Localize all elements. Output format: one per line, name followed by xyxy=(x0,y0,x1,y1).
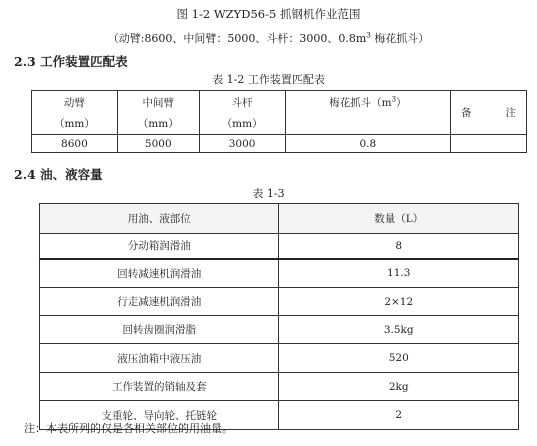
table-row xyxy=(40,373,519,401)
subcaption-sup: 3 xyxy=(366,31,371,40)
table-header-row xyxy=(40,204,519,234)
header-cell xyxy=(32,91,118,135)
header-unit: （mm） xyxy=(137,117,179,130)
table-cell: 分动箱润滑油 xyxy=(40,234,279,259)
table-note: 注：本表所列的仅是各相关部位的用油量。 xyxy=(24,422,233,435)
table-cell: 工作装置的销轴及套 xyxy=(40,373,279,401)
header-close: ） xyxy=(396,97,407,109)
table-cell: 520 xyxy=(279,344,519,373)
figure-subcaption xyxy=(0,30,537,46)
table-cell: 2kg xyxy=(279,373,519,401)
table-1-2 xyxy=(31,90,527,153)
table-cell xyxy=(451,135,527,153)
table-cell: 0.8 xyxy=(285,135,451,153)
table-row xyxy=(40,344,519,373)
table-cell: 行走减速机润滑油 xyxy=(40,288,279,316)
table-cell: 液压油箱中液压油 xyxy=(40,344,279,373)
section-title-2-3: 2.3 工作装置匹配表 xyxy=(14,54,128,69)
table-cell: 回转齿圈润滑脂 xyxy=(40,316,279,344)
table-row xyxy=(40,316,519,344)
table-row xyxy=(40,234,519,259)
table-cell: 2×12 xyxy=(279,288,519,316)
header-cell: 数量（L） xyxy=(279,204,519,234)
table-1-3 xyxy=(39,203,519,430)
header-cell: 用油、液部位 xyxy=(40,204,279,234)
table-header-row xyxy=(32,91,527,135)
table-cell: 3.5kg xyxy=(279,316,519,344)
table-row xyxy=(40,288,519,316)
section-title-2-4: 2.4 油、液容量 xyxy=(14,167,103,182)
table-row xyxy=(32,135,527,153)
table-cell: 11.3 xyxy=(279,259,519,288)
header-remark-left: 备 xyxy=(461,107,472,119)
header-line: 动臂 xyxy=(63,96,85,109)
table-cell: 回转减速机润滑油 xyxy=(40,259,279,288)
header-line: 中间臂 xyxy=(142,96,175,109)
table-row xyxy=(40,259,519,288)
header-unit: （mm） xyxy=(221,117,263,130)
table-cell: 5000 xyxy=(117,135,199,153)
table-cell: 3000 xyxy=(199,135,285,153)
table-cell: 支重轮、导向轮、托链轮 xyxy=(40,401,279,430)
table-cell: 8 xyxy=(279,234,519,259)
subcaption-text: （动臂:8600、中间臂：5000、斗杆：3000、0.8m xyxy=(107,32,367,45)
header-cell-remarks xyxy=(451,91,527,135)
figure-caption: 图 1-2 WZYD56-5 抓钢机作业范围 xyxy=(176,7,361,21)
header-cell xyxy=(117,91,199,135)
subcaption-text-end: 梅花抓斗） xyxy=(370,32,430,45)
table-cell: 8600 xyxy=(32,135,118,153)
header-sup: 3 xyxy=(391,95,397,104)
table-1-3-caption: 表 1-3 xyxy=(252,187,285,200)
table-1-2-caption: 表 1-2 工作装置匹配表 xyxy=(212,73,325,86)
header-line: 斗杆 xyxy=(231,96,253,109)
header-remark-right: 注 xyxy=(505,107,517,119)
header-unit: （mm） xyxy=(53,117,95,130)
header-cell xyxy=(199,91,285,135)
header-cell xyxy=(285,91,451,135)
table-cell: 2 xyxy=(279,401,519,430)
header-line: 梅花抓斗（m xyxy=(329,97,392,109)
